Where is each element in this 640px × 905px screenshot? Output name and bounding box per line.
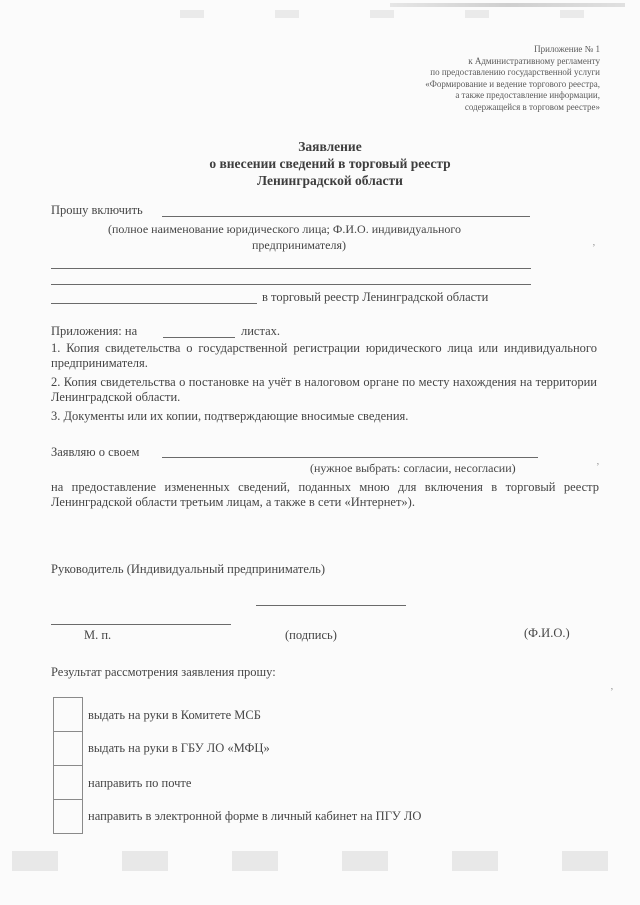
attachment-item-1: 1. Копия свидетельства о государственной регистрации юридического лица или индивидуального предпринимателя. <box>51 341 597 370</box>
seal-line[interactable] <box>51 624 231 625</box>
attachments-sheets-word: листах. <box>241 324 281 338</box>
attachments-lead: Приложения: на <box>51 324 138 338</box>
scan-artifact-top-dots <box>160 10 600 18</box>
appendix-line: по предоставлению государственной услуги <box>430 67 600 77</box>
title-line-3: Ленинградской области <box>257 173 403 188</box>
title-line-2: о внесении сведений в торговый реестр <box>209 156 451 171</box>
result-heading: Результат рассмотрения заявления прошу: <box>51 665 276 679</box>
result-checkbox-mfc[interactable] <box>53 731 83 766</box>
consent-choice-field[interactable] <box>162 457 538 458</box>
appendix-line: содержащейся в торговом реестре» <box>464 101 600 112</box>
result-checkbox-electronic[interactable] <box>53 799 83 834</box>
result-checkbox-post[interactable] <box>53 765 83 800</box>
result-checkbox-msb[interactable] <box>53 697 83 732</box>
scan-speck: ‚ <box>592 236 596 248</box>
signature-line-top[interactable] <box>256 605 406 606</box>
scan-speck: ‚ <box>596 455 600 467</box>
appendix-line: «Формирование и ведение торгового реестра, <box>425 78 600 89</box>
request-name-field[interactable] <box>162 216 530 217</box>
attachment-item-2: 2. Копия свидетельства о постановке на учёт в налоговом органе по месту нахождения на территории Ленинградской области. <box>51 375 597 404</box>
consent-text: на предоставление измененных сведений, поданных мною для включения в торговый реестр Ленинградской области третьим лицам, а также в сети «Интернет»). <box>51 480 599 509</box>
attachment-item-3: 3. Документы или их копии, подтверждающие вносимые сведения. <box>51 409 409 423</box>
seal-label: М. п. <box>84 628 112 642</box>
fio-label: (Ф.И.О.) <box>524 626 570 640</box>
scan-artifact-bottom <box>0 851 640 871</box>
request-blank-line-2[interactable] <box>51 284 531 285</box>
result-option-electronic: направить в электронной форме в личный кабинет на ПГУ ЛО <box>88 809 422 823</box>
request-suffix: в торговый реестр Ленинградской области <box>262 290 489 304</box>
result-option-msb: выдать на руки в Комитете МСБ <box>88 708 261 722</box>
attachments-sheets-field[interactable] <box>163 337 235 338</box>
document-title <box>120 138 540 189</box>
request-hint-line-1: (полное наименование юридического лица; Ф.И.О. индивидуального <box>108 222 462 236</box>
appendix-line: Приложение № 1 <box>534 44 600 54</box>
request-hint-line-2: предпринимателя) <box>252 238 346 252</box>
appendix-note <box>350 44 600 113</box>
request-blank-line-1[interactable] <box>51 268 531 269</box>
result-option-mfc: выдать на руки в ГБУ ЛО «МФЦ» <box>88 741 270 755</box>
appendix-line: а также предоставление информации, <box>455 90 600 100</box>
title-line-1: Заявление <box>298 139 362 154</box>
request-label: Прошу включить <box>51 203 143 217</box>
consent-hint: (нужное выбрать: согласии, несогласии) <box>310 461 516 475</box>
scan-artifact-top <box>390 3 625 7</box>
result-option-post: направить по почте <box>88 776 192 790</box>
consent-label: Заявляю о своем <box>51 445 140 459</box>
appendix-line: к Административному регламенту <box>468 55 600 66</box>
scan-speck: ‚ <box>610 680 614 692</box>
request-blank-line-3[interactable] <box>51 303 257 304</box>
signature-label: (подпись) <box>285 628 337 642</box>
signature-head: Руководитель (Индивидуальный предприниматель) <box>51 562 326 576</box>
